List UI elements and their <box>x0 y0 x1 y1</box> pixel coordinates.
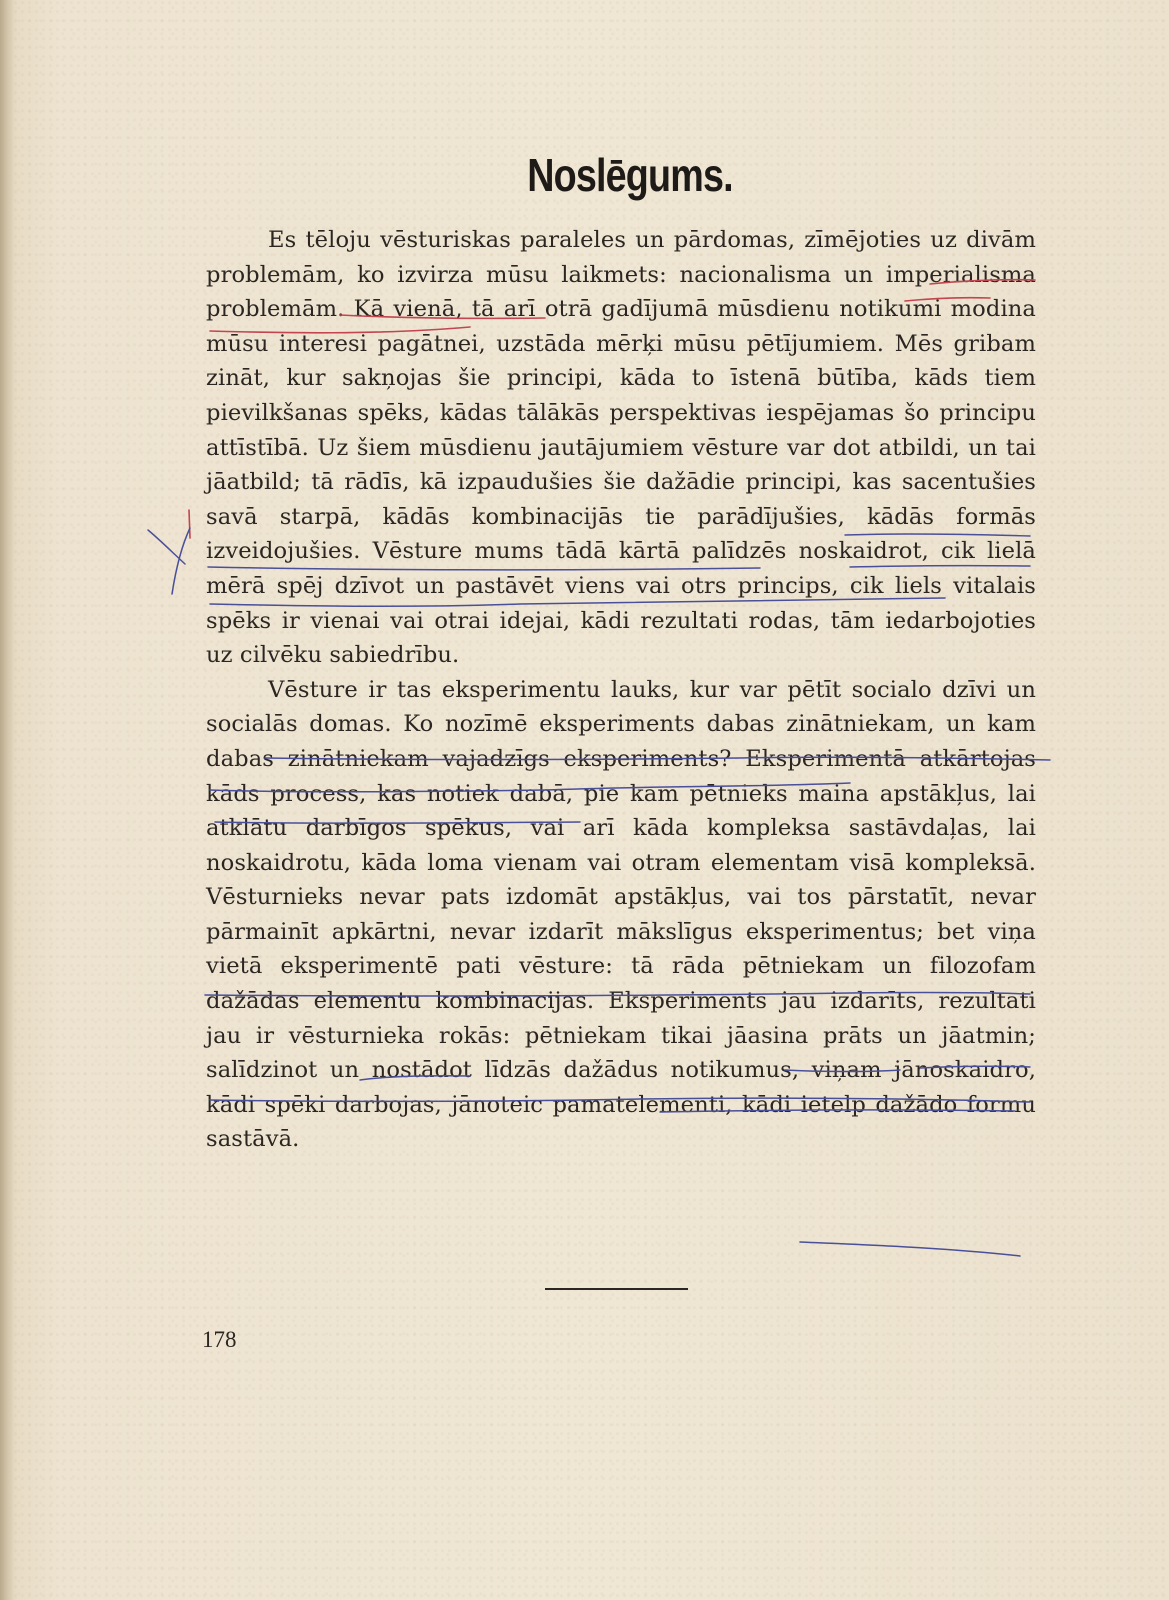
page-edge <box>0 0 14 1600</box>
page-title: Noslēgums. <box>527 149 733 201</box>
paragraph-2: Vēsture ir tas eksperimentu lauks, kur var pētīt socialo dzīvi un socialās domas. Ko nozīmē eksperiments dabas zinātniekam, un kam dabas zinātniekam vajadzīgs eksperiments? Eksperimentā atkārtojas kāds process, kas notiek dabā, pie kam pētnieks maina apstākļus, lai atklātu darbīgos spēkus, vai arī kāda kompleksa sastāvdaļas, lai noskaidrotu, kāda loma vienam vai otram elementam visā kompleksā. Vēsturnieks nevar pats izdomāt apstākļus, vai tos pārstatīt, nevar pārmainīt apkārtni, nevar izdarīt mākslīgus eksperimentus; bet viņa vietā eksperimentē pati vēsture: tā rāda pētniekam un filozofam dažādas elementu kombinacijas. Eksperiments jau izdarīts, rezultati jau ir vēsturnieka rokās: pētniekam tikai jāasina prāts un jāatmin; salīdzinot un nostādot līdzās dažādus notikumus, viņam jānoskaidro, kādi spēki darbojas, jānoteic pamatelementi, kādi ietelp dažādo formu sastāvā. <box>206 676 1036 1153</box>
blue-underline-14 <box>800 1242 1020 1256</box>
closing-rule <box>545 1288 688 1290</box>
page-number: 178 <box>202 1327 237 1352</box>
body-text <box>206 223 1036 1157</box>
blue-margin-mark-2 <box>172 528 190 594</box>
paragraph-1: Es tēloju vēsturiskas paraleles un pārdomas, zīmējoties uz divām problemām, ko izvirza mūsu laikmets: nacionalisma un imperialisma problemām. Kā vienā, tā arī otrā gadījumā mūsdienu notikumi modina mūsu interesi pagātnei, uzstāda mērķi mūsu pētījumiem. Mēs gribam zināt, kur sakņojas šie principi, kāda to īstenā būtība, kāds tiem pievilkšanas spēks, kādas tālākās perspektivas iespējamas šo principu attīstībā. Uz šiem mūsdienu jautājumiem vēsture var dot atbildi, un tai jāatbild; tā rādīs, kā izpaudušies šie dažādie principi, kas sacentušies savā starpā, kādās kombinacijās tie parādījušies, kādās formās izveidojušies. Vēsture mums tādā kārtā palīdzēs noskaidrot, cik lielā mērā spēj dzīvot un pastāvēt viens vai otrs princips, cik liels vitalais spēks ir vienai vai otrai idejai, kādi rezultati rodas, tām iedarbojoties uz cilvēku sabiedrību. <box>206 227 1036 669</box>
blue-margin-mark-1 <box>148 530 185 564</box>
red-margin-tick <box>189 510 190 538</box>
